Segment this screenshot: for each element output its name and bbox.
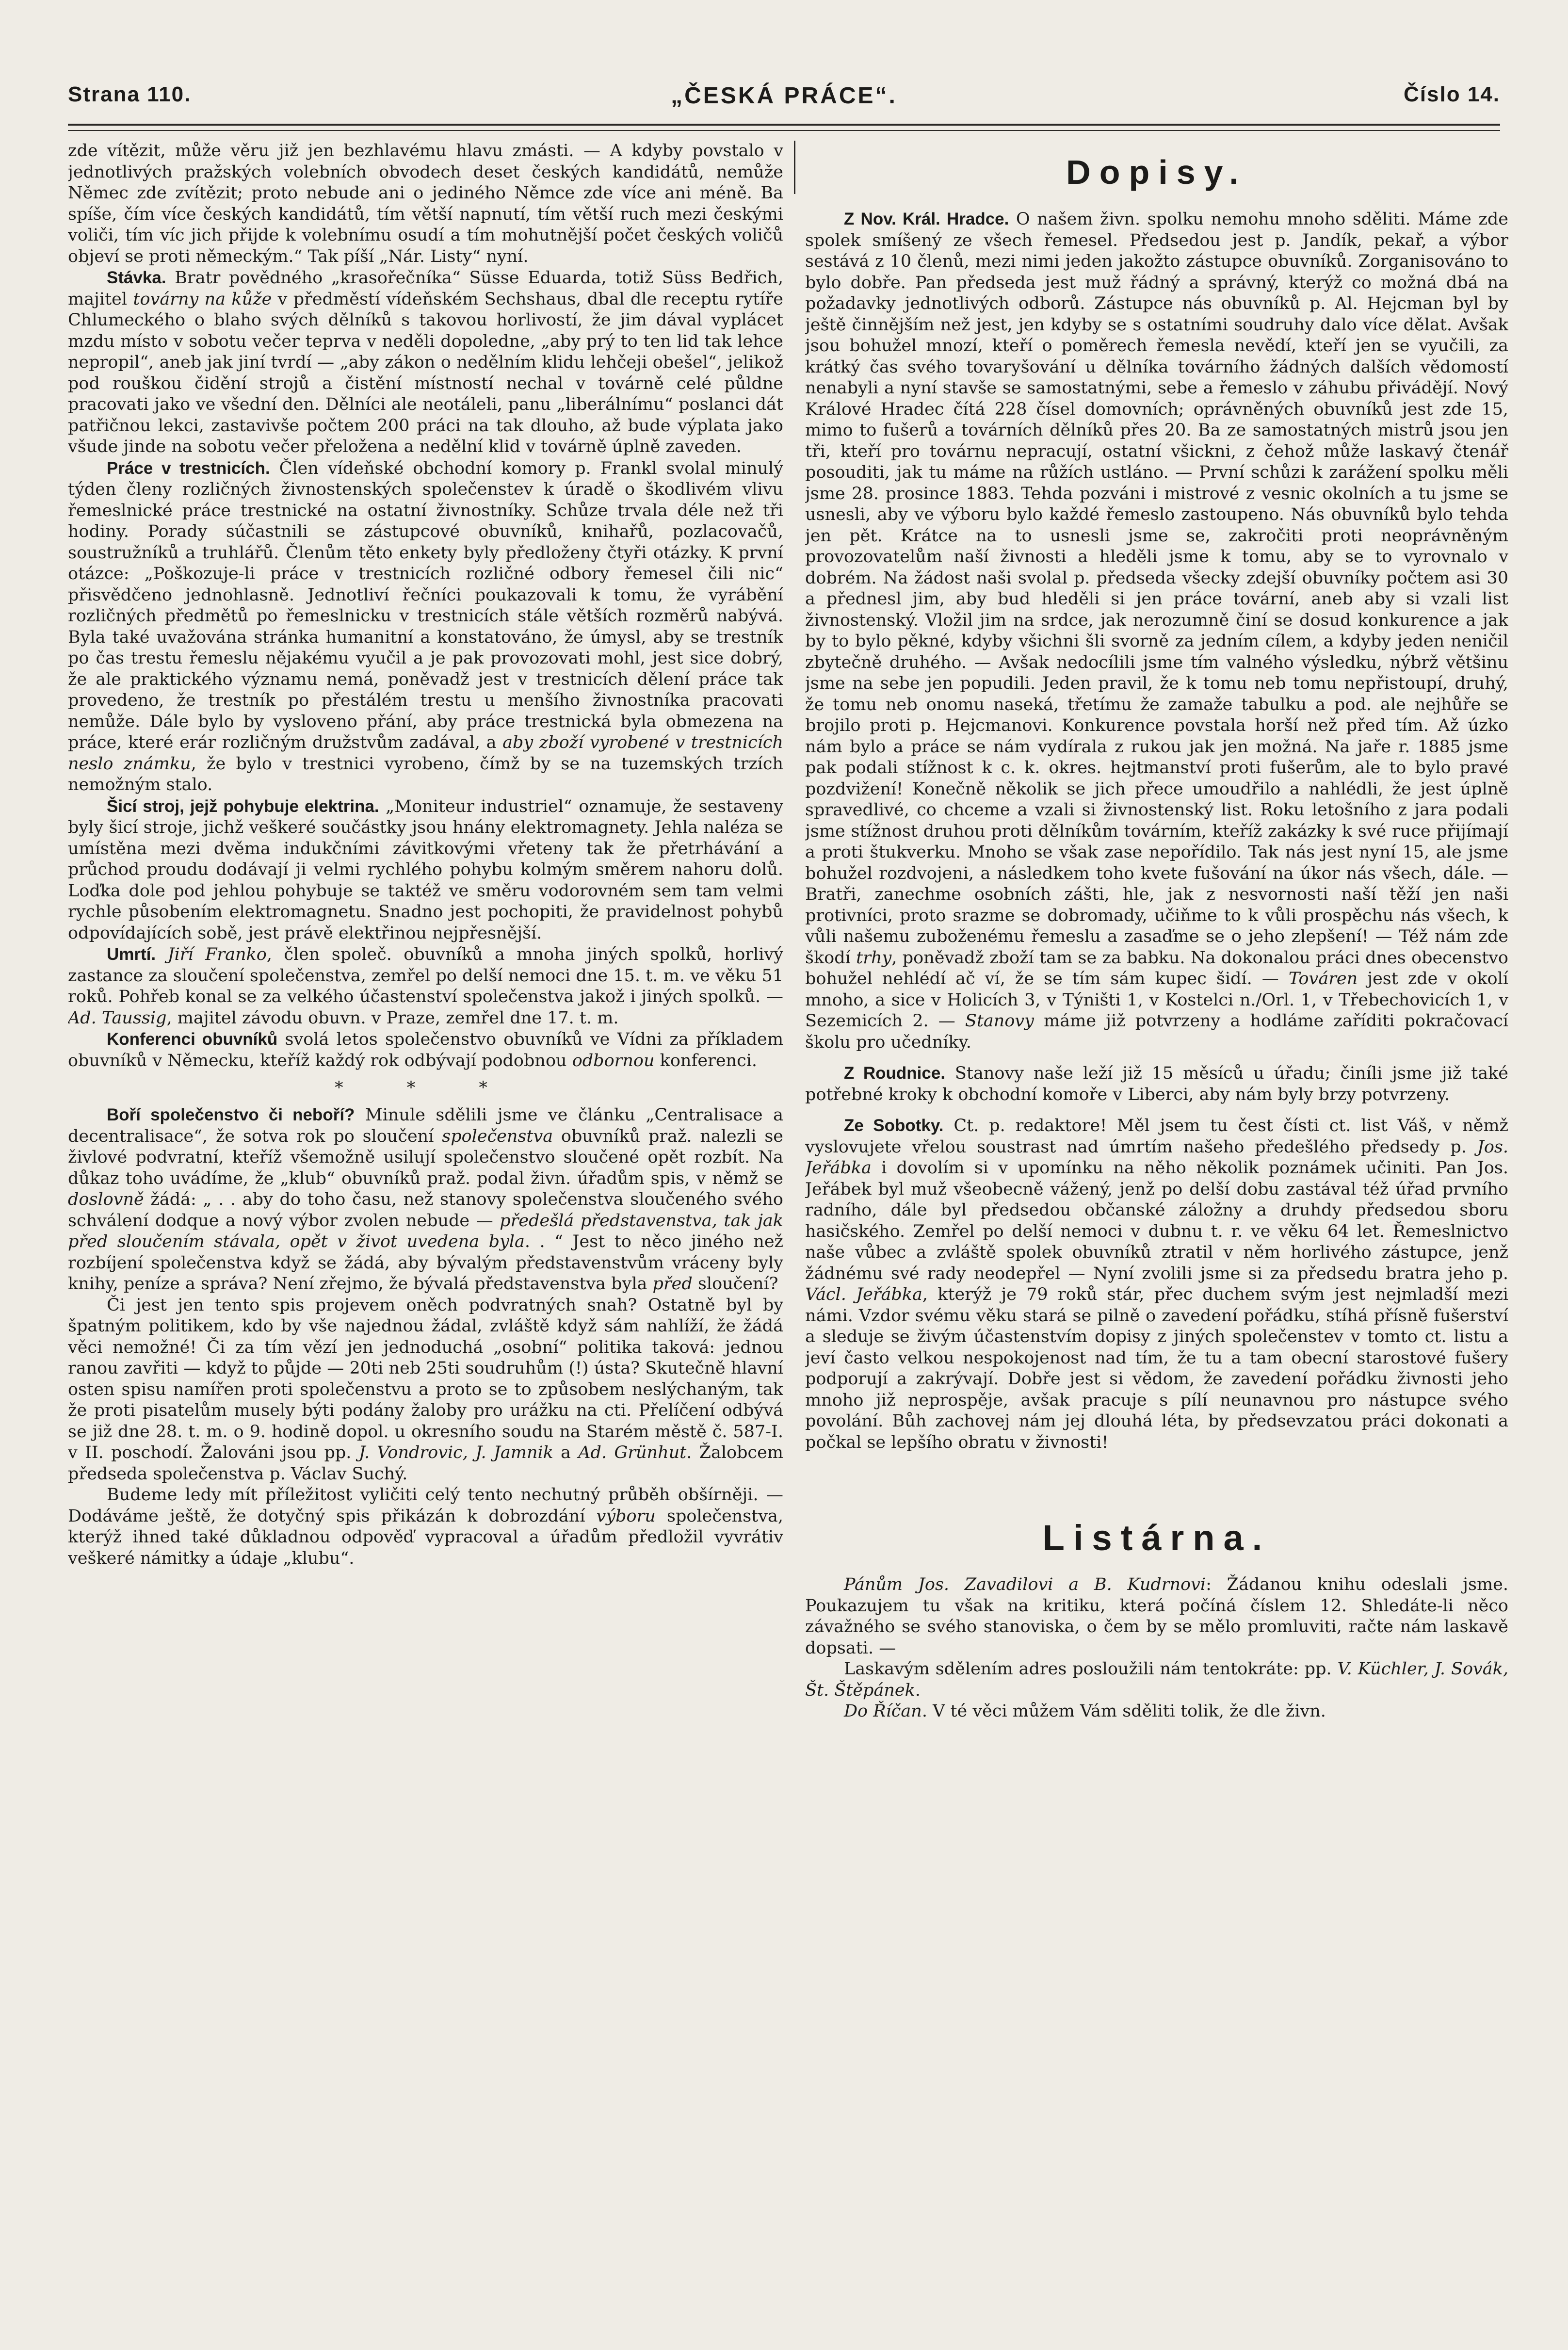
letter-heading: Z Roudnice. <box>844 1064 946 1083</box>
issue-number: Číslo 14. <box>1404 82 1500 106</box>
page-number: Strana 110. <box>68 82 192 106</box>
listarna-entry: Laskavým sdělením adres posloužili nám tentokráte: pp. V. Küchler, J. Sovák, Št. Štěpánek. <box>805 1659 1508 1700</box>
letter-sobotka: Ze Sobotky. Ct. p. redaktore! Měl jsem tu čest čísti ct. list Váš, v němž vyslovujete vřelou soustrast nad úmrtím našeho předešlého předsedy p. Jos. Jeřábka i dovolím si v upomínku na něho několik poznámek učiniti. Pan Jos. Jeřábek byl muž všeobecně vážený, jenž po delší dobu zastával též úřad prvního radního, dále byl předsedou občanské záložny a druhdy předsedou sboru hasičského. Zemřel po delší nemoci v dubnu t. r. ve věku 64 let. Řemeslnictvo naše vůbec a zvláště spolek obuvníků ztratil v něm horlivého zástupce, jenž žádnému své rady neodepřel — Nyní zvolili jsme si za předsedu bratra jeho p. Václ. Jeřábka, kterýž je 79 roků stár, přec duchem svým jest nejmladší mezi námi. Vzdor svému věku stará se pilně o zavedení pořádku, stíhá přísně fušerství a sleduje se živým účastenstvím dopisy z jiných společenstev v tomto ct. listu a jeví často velkou nespokojenost nad tím, že tu a tam obecní starostové fušery podporují a zakrývají. Dobře jest si vědom, že zavedení pořádku živnosti jeho mnoho již neprospěje, avšak pracuje s pílí neunavnou pro nástupce svého povolání. Bůh zachovej nám jej dlouhá léta, by předsevzatou práci dokonati a počkal se lepšího obratu v živnosti! <box>805 1116 1508 1452</box>
letter-heading: Ze Sobotky. <box>844 1116 944 1135</box>
section-title-dopisy: Dopisy. <box>1066 153 1247 191</box>
article-heading: Práce v trestnicích. <box>107 458 270 478</box>
listarna-entry: Do Říčan. V té věci můžem Vám sděliti tolik, že dle živn. <box>844 1702 1326 1721</box>
section-separator-stars: * * * <box>335 1078 517 1098</box>
masthead-title: „ČESKÁ PRÁCE“. <box>671 83 897 109</box>
article-paragraph: Či jest jen tento spis projevem oněch podvratných snah? Ostatně byl by špatným politikem, kdo by vše najednou žádal, zvláště když sám nahlíží, že žádá věci nemožné! Či za tím vězí jen jednoduchá „osobní“ politika taková: jednou ranou zavřiti — když to půjde — 20ti neb 25ti soudruhům (!) ústa? Skutečně hlavní osten spisu namířen proti společenstvu a proto se to způsobem neslýchaným, tak že proti pisatelům musely býti podány žaloby pro urážku na cti. Přelíčení odbývá se již dne 28. t. m. o 9. hodině dopol. u okresního soudu na Starém městě č. 587-I. v II. poschodí. Žalováni jsou pp. J. Vondrovic, J. Jamnik a Ad. Grünhut. Žalobcem předseda společenstva p. Václav Suchý. <box>68 1295 783 1484</box>
page-header <box>68 82 1500 126</box>
left-column <box>68 141 783 2311</box>
article-sici-stroj: Šicí stroj, jejž pohybuje elektrina. „Moniteur industriel“ oznamuje, že sestaveny byly šicí stroje, jichž veškeré součástky jsou hnány elektromagnety. Jehla naléza se umístěna mezi dvěma indukčními závitkovými vřeteny tak že přetrhávání a průchod proudu dodávají ji velmi rychlého pohybu kolmým směrem nahoru dolů. Loďka dole pod jehlou pohybuje se taktéž ve směru vodorovném sem tam velmi rychle působením elektromagnetu. Snadno jest pochopiti, že pravidelnost pohybů odpovídajících sobě, jest právě elektřinou nejpřesnější. <box>68 796 783 943</box>
header-rule <box>68 124 1500 126</box>
header-rule-thin <box>68 130 1500 131</box>
section-title-listarna: Listárna. <box>1042 1518 1271 1558</box>
article-heading: Konferenci obuvníků <box>107 1030 278 1049</box>
article-paragraph: Budeme ledy mít příležitost vyličiti celý tento nechutný průběh obšírněji. — Dodáváme ještě, že dotyčný spis přikázán k dobrozdání výboru společenstva, kterýž ihned také důkladnou odpověď vypracoval a úřadům předložil vyvrátiv veškeré námitky a údaje „klubu“. <box>68 1485 783 1568</box>
article-heading: Boří společenstvo či neboří? <box>107 1105 355 1124</box>
article-stavka: Stávka. Bratr povědného „krasořečníka“ Süsse Eduarda, totiž Süss Bedřich, majitel továrny na kůže v předměstí vídeňském Sechshaus, dbal dle receptu rytíře Chlumeckého o blaho svých dělníků s takovou horlivostí, že jim dával vyplácet mzdu místo v sobotu večer teprva v neděli dopoledne, „aby prý to ten lid tak lehce nepropil“, aneb jak jiní tvrdí — „aby zákon o nedělním klidu lehčeji obešel“, jelikož pod rouškou čidění strojů a čistění místností nechal v továrně celé půldne pracovati jako ve všední den. Dělníci ale neotáleli, panu „liberálnímu“ poslanci dát patřičnou lekci, zastavivše počtem 200 práci na tak dlouho, až bude výplata jako všude jinde na sobotu večer přeložena a nedělní klid v továrně úplně zaveden. <box>68 268 783 456</box>
letter-hradec: Z Nov. Král. Hradce. O našem živn. spolku nemohu mnoho sděliti. Máme zde spolek smíšený ze všech řemesel. Předsedou jest p. Jandík, pekař, a výbor sestává z 10 členů, mezi nimi jeden jakožto zástupce obuvníků. Zorganisováno to bylo dobře. Pan předseda jest muž řádný a správný, kterýž co možná dbá na požadavky jednotlivých odborů. Zástupce nás obuvníků p. Al. Hejcman byl by ještě činnějším než jest, jen kdyby se s ostatními soudruhy dalo více dělat. Avšak jsou bohužel mnozí, kteří o poměrech řemesla nevědí, kteří jen se vyučili, za krátký čas svého tovaryšování u dělníka továrního žádných dalších vědomostí nenabyli a nyní stavše se samostatnými, sebe a řemeslo v záhubu přivádějí. Nový Králové Hradec čítá 228 čísel domovních; oprávněných obuvníků jest zde 15, mimo to fušerů a továrních dělníků přes 20. Ba ze samostatných mistrů jsou jen tři, kteří pro továrnu nepracují, ostatní všickni, z čehož může laskavý čtenář posouditi, jak tu máme na růžích ustláno. — První schůzi k zarážení spolku měli jsme 28. prosince 1883. Tehda pozváni i mistrové z vesnic okolních a tu jsme se usnesli, aby ve výboru bylo každé řemeslo zastoupeno. Nás obuvníků bylo tehda jen pět. Krátce na to usnesli jsme se, zakročiti proti neoprávněným provozovatelům naší živnosti a hleděli jsme k tomu, aby se to vyrovnalo v dobrém. Na žádost naši svolal p. předseda všecky zdejší obuvníky počtem asi 30 a přednesl jim, aby bud hleděli si jen práce tovární, aneb aby si vzali list živnostenský. Vložil jim na srdce, jak nerozumně činí se dosud konkurence a jak by to bylo pěkné, kdyby všichni šli svorně za jedním cílem, a kdyby jeden neničil zbytečně druhého. — Avšak nedocílili jsme tím valného výsledku, nýbrž většinu jsme na sebe jen popudili. Jeden pravil, že k tomu neb tomu nepřistoupí, druhý, že tomu neb onomu naseká, třetímu že zamaže tabulku a pod. ale nejhůře se brojilo proti p. Hejcmanovi. Konkurence povstala horší než před tím. Až úzko nám bylo a práce se nám vydírala z rukou jak jen možná. Na jaře r. 1885 jsme pak podali stížnost k c. k. okres. hejtmanství proti fušerům, ale to bylo pravé pozdvižení! Konečně několik se jich přece umoudřilo a nahlédli, že jest úplně spravedlivé, co chceme a vzali si živnostenský list. Roku letošního z jara podali jsme stížnost druhou proti dělníkům továrním, kteříž zakázky k své ruce přijímají a proti štukverku. Mnoho se však zase nepořídilo. Tak nás jest nyní 15, ale jsme bohužel rozdvojeni, a následkem toho kvete fušování na úkor nás všech, dále. — Bratři, zanechme osobních zášti, hle, jak z nesvornosti naší těží jen naši protivníci, proto srazme se dobromady, učiňme to k vůli prospěchu nás všech, k vůli našemu zuboženému řemeslu a zasaďme se o jeho zlepšení! — Též nám zde škodí trhy, poněvadž zboží tam se za babku. Na dokonalou práci dnes obecenstvo bohužel nehlédí ač ví, že se tím sám kupec šidí. — Továren jest zde v okolí mnoho, a sice v Holicích 3, v Týništi 1, v Kostelci n./Orl. 1, v Třebechovicích 1, v Sezemicích 2. — Stanovy máme již potvrzeny a hodláme zaříditi pokračovací školu pro učedníky. <box>805 210 1508 1052</box>
listarna-entry: Pánům Jos. Zavadilovi a B. Kudrnovi: Žádanou knihu odeslali jsme. Poukazujem tu však na kritiku, která počíná číslem 12. Shledáte-li něco závažného se svého stanoviska, o čem by se mělo promluviti, račte nám laskavě dopsati. — <box>805 1575 1508 1658</box>
article-heading: Umrtí. <box>107 945 156 964</box>
article-heading: Šicí stroj, jejž pohybuje elektrina. <box>107 796 379 816</box>
article-continuation: zde vítězit, může věru již jen bezhlavému hlavu zmásti. — A kdyby povstalo v jednotlivých pražských volebních obvodech deset českých kandidátů, nemůže Němec zde zvítězit; proto nebude ani o jediného Němce zde více ani méně. Ba spíše, čím více českých kandidátů, tím větší napnutí, tím větší ruch mezi českými voliči, tím víc jich přijde k volebnímu osudí a tím mohutnější počet českých voličů objeví se proti německým.“ Tak píší „Nár. Listy“ nyní. <box>68 141 783 266</box>
article-konference: Konferenci obuvníků svolá letos společenstvo obuvníků ve Vídni za příkladem obuvníků v Německu, kteříž každý rok odbývají podobnou odbornou konferenci. <box>68 1030 783 1070</box>
letter-heading: Z Nov. Král. Hradce. <box>844 210 1009 228</box>
article-bori-spolecenstvo: Boří společenstvo či neboří? Minule sdělili jsme ve článku „Centralisace a decentralisace“, že sotva rok po sloučení společenstva obuvníků praž. nalezli se živlové podvratní, kteříž všemožně usilují společenstvo sloučené opět rozbít. Na důkaz toho uvádíme, že „klub“ obuvníků praž. podal živn. úřadům spis, v němž se doslovně žádá: „ . . aby do toho času, než stanovy společenstva sloučeného svého schválení dodque a nový výbor zvolen nebude — předešlá představenstva, tak jak před sloučením stávala, opět v život uvedena byla. . “ Jest to něco jiného než rozbíjení společenstva když se žádá, aby bývalým představenstvům vráceny byly knihy, peníze a správa? Není zřejmo, že bývalá představenstva byla před sloučení? <box>68 1105 783 1294</box>
article-prace-v-trestnicich: Práce v trestnicích. Člen vídeňské obchodní komory p. Frankl svolal minulý týden členy rozličných živnostenských společenstev k úradě o škodlivém vlivu řemeslnické práce trestnické na ostatní živnostníky. Schůze trvala déle než tři hodiny. Porady súčastnili se zástupcové obuvníků, knihařů, pozlacovačů, soustružníků a truhlářů. Členům těto enkety byly předloženy čtyři otázky. K první otázce: „Poškozuje-li práce v trestnicích rozličné odbory řemesel čili nic“ přisvědčeno jednohlasně. Jednotliví řečníci poukazovali k tomu, že vyrábění rozličných předmětů po řemeslnicku v trestnicích stále větších rozměrů nabývá. Byla také uvažována stránka humanitní a konstatováno, že úmysl, aby se trestník po čas trestu řemeslu nějakému vyučil a je pak provozovati mohl, jest sice dobrý, že ale praktického významu nemá, poněvadž jest v trestnicích dělení práce tak provedeno, že trestník po přestálém trestu u menšího živnostníka pracovati nemůže. Dále bylo by vysloveno přání, aby práce trestnická byla obmezena na práce, které erár rozličným družstvům zadával, a aby zboží vyrobené v trestnicích neslo známku, že bylo v trestnici vyrobeno, čímž by se na tuzemských trzích nemožným stalo. <box>68 458 783 794</box>
right-column <box>805 141 1508 2311</box>
letter-roudnice: Z Roudnice. Stanovy naše leží již 15 měsíců u úřadu; činíli jsme již také potřebné kroky k obchodní komoře v Liberci, aby nám byly brzy potvrzeny. <box>805 1064 1508 1104</box>
column-divider <box>794 141 795 194</box>
article-heading: Stávka. <box>107 268 166 287</box>
article-umrti: Umrtí. Jiří Franko, člen společ. obuvníků a mnoha jiných spolků, horlivý zastance za sloučení společenstva, zemřel po delší nemoci dne 15. t. m. ve věku 51 roků. Pohřeb konal se za velkého účastenství společenstva jakož i jiných spolků. — Ad. Taussig, majitel závodu obuvn. v Praze, zemřel dne 17. t. m. <box>68 945 783 1028</box>
